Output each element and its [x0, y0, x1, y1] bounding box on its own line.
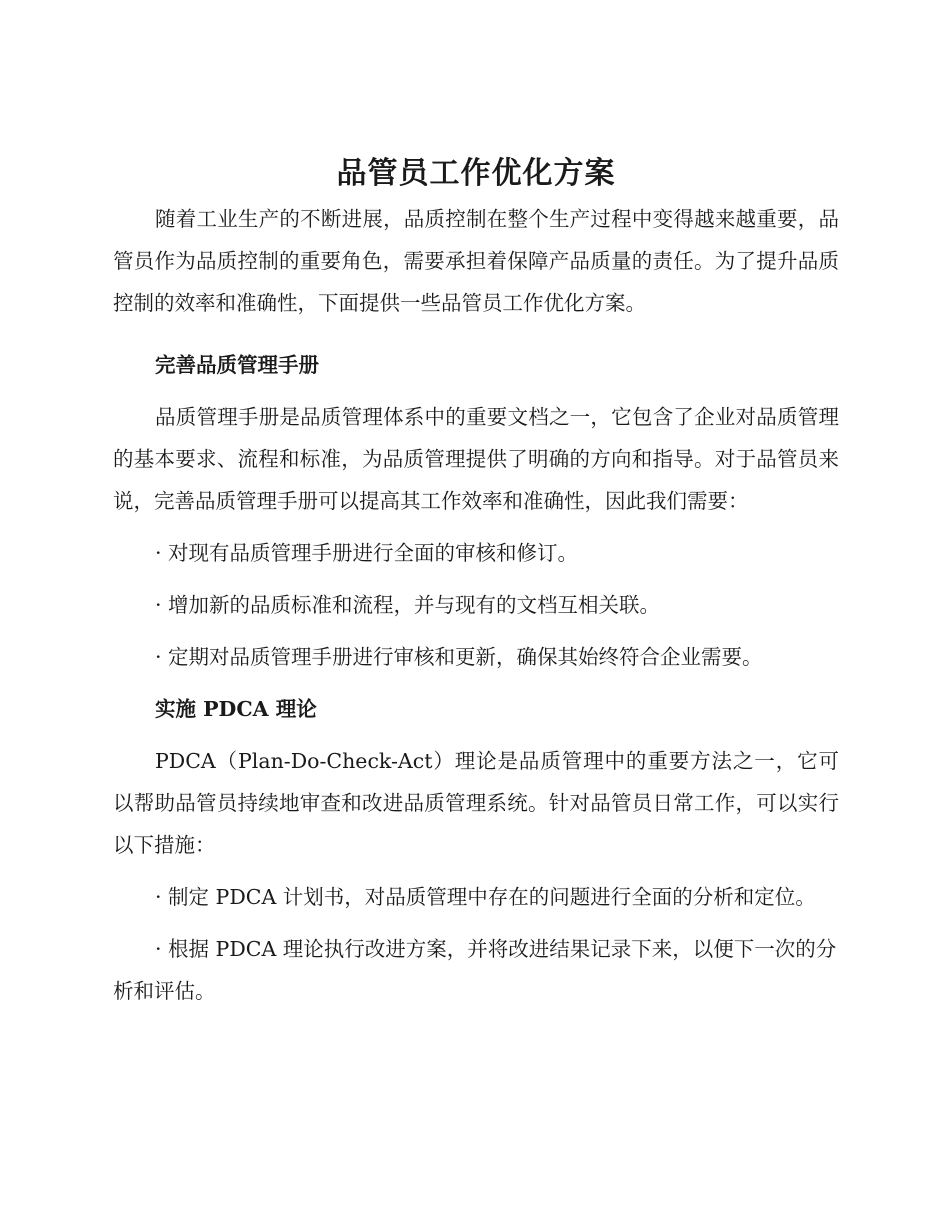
section-body-manual: 品质管理手册是品质管理体系中的重要文档之一，它包含了企业对品质管理的基本要求、流程和标准，为品质管理提供了明确的方向和指导。对于品管员来说，完善品质管理手册可以提高其工作效率和准确性，因此我们需要：: [113, 405, 839, 513]
section-body-pdca: PDCA（Plan-Do-Check-Act）理论是品质管理中的重要方法之一，它可以帮助品管员持续地审查和改进品质管理系统。针对品管员日常工作，可以实行以下措施：: [113, 749, 839, 857]
document-page: [113, 150, 839, 1012]
bullet-item: · 定期对品质管理手册进行审核和更新，确保其始终符合企业需要。: [155, 645, 763, 669]
bullet-item: · 增加新的品质标准和流程，并与现有的文档互相关联。: [155, 593, 661, 617]
bullet-item: · 对现有品质管理手册进行全面的审核和修订。: [155, 541, 579, 565]
bullet-item: · 根据 PDCA 理论执行改进方案，并将改进结果记录下来，以便下一次的分析和评估。: [113, 937, 837, 1003]
section-heading-pdca: 实施 PDCA 理论: [155, 697, 317, 721]
bullet-item: · 制定 PDCA 计划书，对品质管理中存在的问题进行全面的分析和定位。: [155, 885, 816, 909]
document-title: 品管员工作优化方案: [336, 156, 616, 191]
section-heading-manual: 完善品质管理手册: [155, 353, 319, 377]
intro-paragraph: 随着工业生产的不断进展，品质控制在整个生产过程中变得越来越重要，品管员作为品质控制的重要角色，需要承担着保障产品质量的责任。为了提升品质控制的效率和准确性，下面提供一些品管员工作优化方案。: [113, 207, 839, 315]
